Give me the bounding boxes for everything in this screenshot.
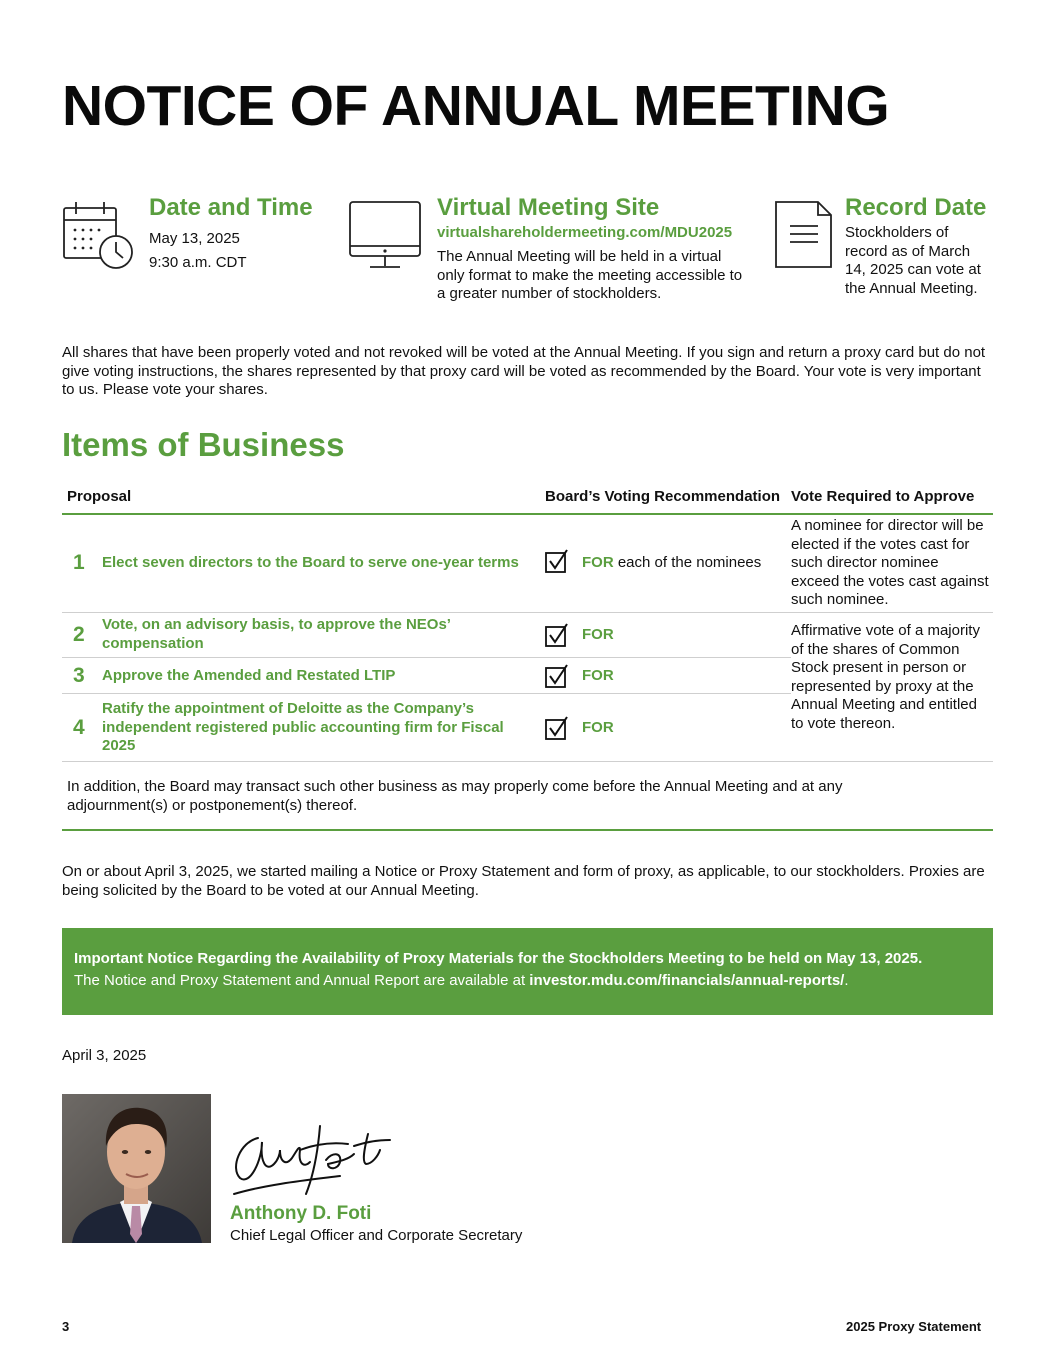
row-divider — [62, 612, 993, 613]
vote-required-directors: A nominee for director will be elected if the votes cast for such director nominee exceed the votes cast against such nominee. — [791, 517, 989, 608]
table-bottom-divider — [62, 829, 993, 831]
recommendation-suffix: each of the nominees — [613, 554, 762, 571]
row-divider — [62, 761, 993, 762]
checkbox-checked-icon — [545, 716, 569, 740]
virtual-site-description: The Annual Meeting will be held in a virtual only format to make the meeting accessible to a greater number of stockholders. — [437, 248, 743, 302]
row-divider — [62, 693, 791, 694]
signer-photo — [62, 1094, 211, 1243]
table-header-divider — [62, 513, 993, 515]
checkbox-checked-icon — [545, 623, 569, 647]
recommendation-for: FOR — [582, 667, 614, 684]
recommendation-for: FOR — [582, 554, 614, 571]
recommendation — [582, 719, 614, 737]
document-title-footer: 2025 Proxy Statement — [846, 1319, 982, 1334]
signer-name: Anthony D. Foti — [230, 1203, 372, 1224]
proposal-number: 4 — [73, 716, 85, 739]
document-icon — [774, 200, 834, 270]
items-of-business-title: Items of Business — [62, 426, 345, 463]
meeting-url-link[interactable]: virtualshareholdermeeting.com/MDU2025 — [437, 224, 733, 241]
notice-text-suffix: . — [844, 972, 849, 989]
page-title: NOTICE OF ANNUAL MEETING — [62, 74, 890, 138]
notice-text-prefix: The Notice and Proxy Statement and Annual Report are available at — [74, 972, 530, 989]
record-date-description: Stockholders of record as of March 14, 2025 can vote at the Annual Meeting. — [845, 224, 981, 297]
mailing-paragraph: On or about April 3, 2025, we started mailing a Notice or Proxy Statement and form of proxy, as applicable, to our stockholders. Proxies are being solicited by the Board to be voted at our Annual Meeting. — [62, 863, 985, 899]
proposal-text: Vote, on an advisory basis, to approve the NEOs’ compensation — [102, 616, 451, 652]
page-number: 3 — [62, 1319, 70, 1334]
additional-business-note: In addition, the Board may transact such other business as may properly come before the Annual Meeting and at any adjournment(s) or postponement(s) thereof. — [67, 778, 843, 814]
checkbox-checked-icon — [545, 549, 569, 573]
recommendation — [582, 626, 614, 644]
recommendation — [582, 554, 761, 572]
meeting-time: 9:30 a.m. CDT — [149, 254, 247, 271]
letter-date: April 3, 2025 — [62, 1047, 147, 1064]
proposal-text: Approve the Amended and Restated LTIP — [102, 667, 396, 684]
virtual-site-heading: Virtual Meeting Site — [437, 194, 660, 221]
calendar-clock-icon — [62, 200, 136, 270]
signer-title: Chief Legal Officer and Corporate Secretary — [230, 1227, 523, 1244]
proposal-number: 2 — [73, 623, 85, 646]
proposal-number: 3 — [73, 664, 85, 687]
recommendation-for: FOR — [582, 719, 614, 736]
notice-text — [74, 969, 981, 993]
date-time-heading: Date and Time — [149, 194, 313, 221]
vote-required-majority: Affirmative vote of a majority of the shares of Common Stock present in person or represented by proxy at the Annual Meeting and entitled to vote thereon. — [791, 622, 980, 732]
proposal-text: Elect seven directors to the Board to serve one-year terms — [102, 554, 519, 571]
monitor-icon — [348, 200, 422, 270]
recommendation-for: FOR — [582, 626, 614, 643]
recommendation — [582, 667, 614, 685]
header-recommendation: Board’s Voting Recommendation — [545, 488, 781, 505]
handwritten-signature — [228, 1120, 398, 1200]
record-date-heading: Record Date — [845, 194, 987, 221]
annual-reports-link[interactable]: investor.mdu.com/financials/annual-reports/ — [529, 972, 845, 989]
proposal-text: Ratify the appointment of Deloitte as the Company’s independent registered public accounting firm for Fiscal 2025 — [102, 700, 504, 754]
row-divider — [62, 657, 791, 658]
checkbox-checked-icon — [545, 664, 569, 688]
notice-headline: Important Notice Regarding the Availability of Proxy Materials for the Stockholders Meeting to be held on May 13, 2025. — [74, 950, 923, 967]
proposal-number: 1 — [73, 551, 85, 574]
header-vote-required: Vote Required to Approve — [791, 488, 975, 505]
header-proposal: Proposal — [67, 488, 132, 505]
proxy-availability-notice — [62, 928, 993, 1015]
intro-paragraph: All shares that have been properly voted and not revoked will be voted at the Annual Meeting. If you sign and return a proxy card but do not give voting instructions, the shares represented by that proxy card will be voted as recommended by the Board. Your vote is very important to us. Please vote your shares. — [62, 344, 986, 398]
meeting-date: May 13, 2025 — [149, 230, 240, 247]
